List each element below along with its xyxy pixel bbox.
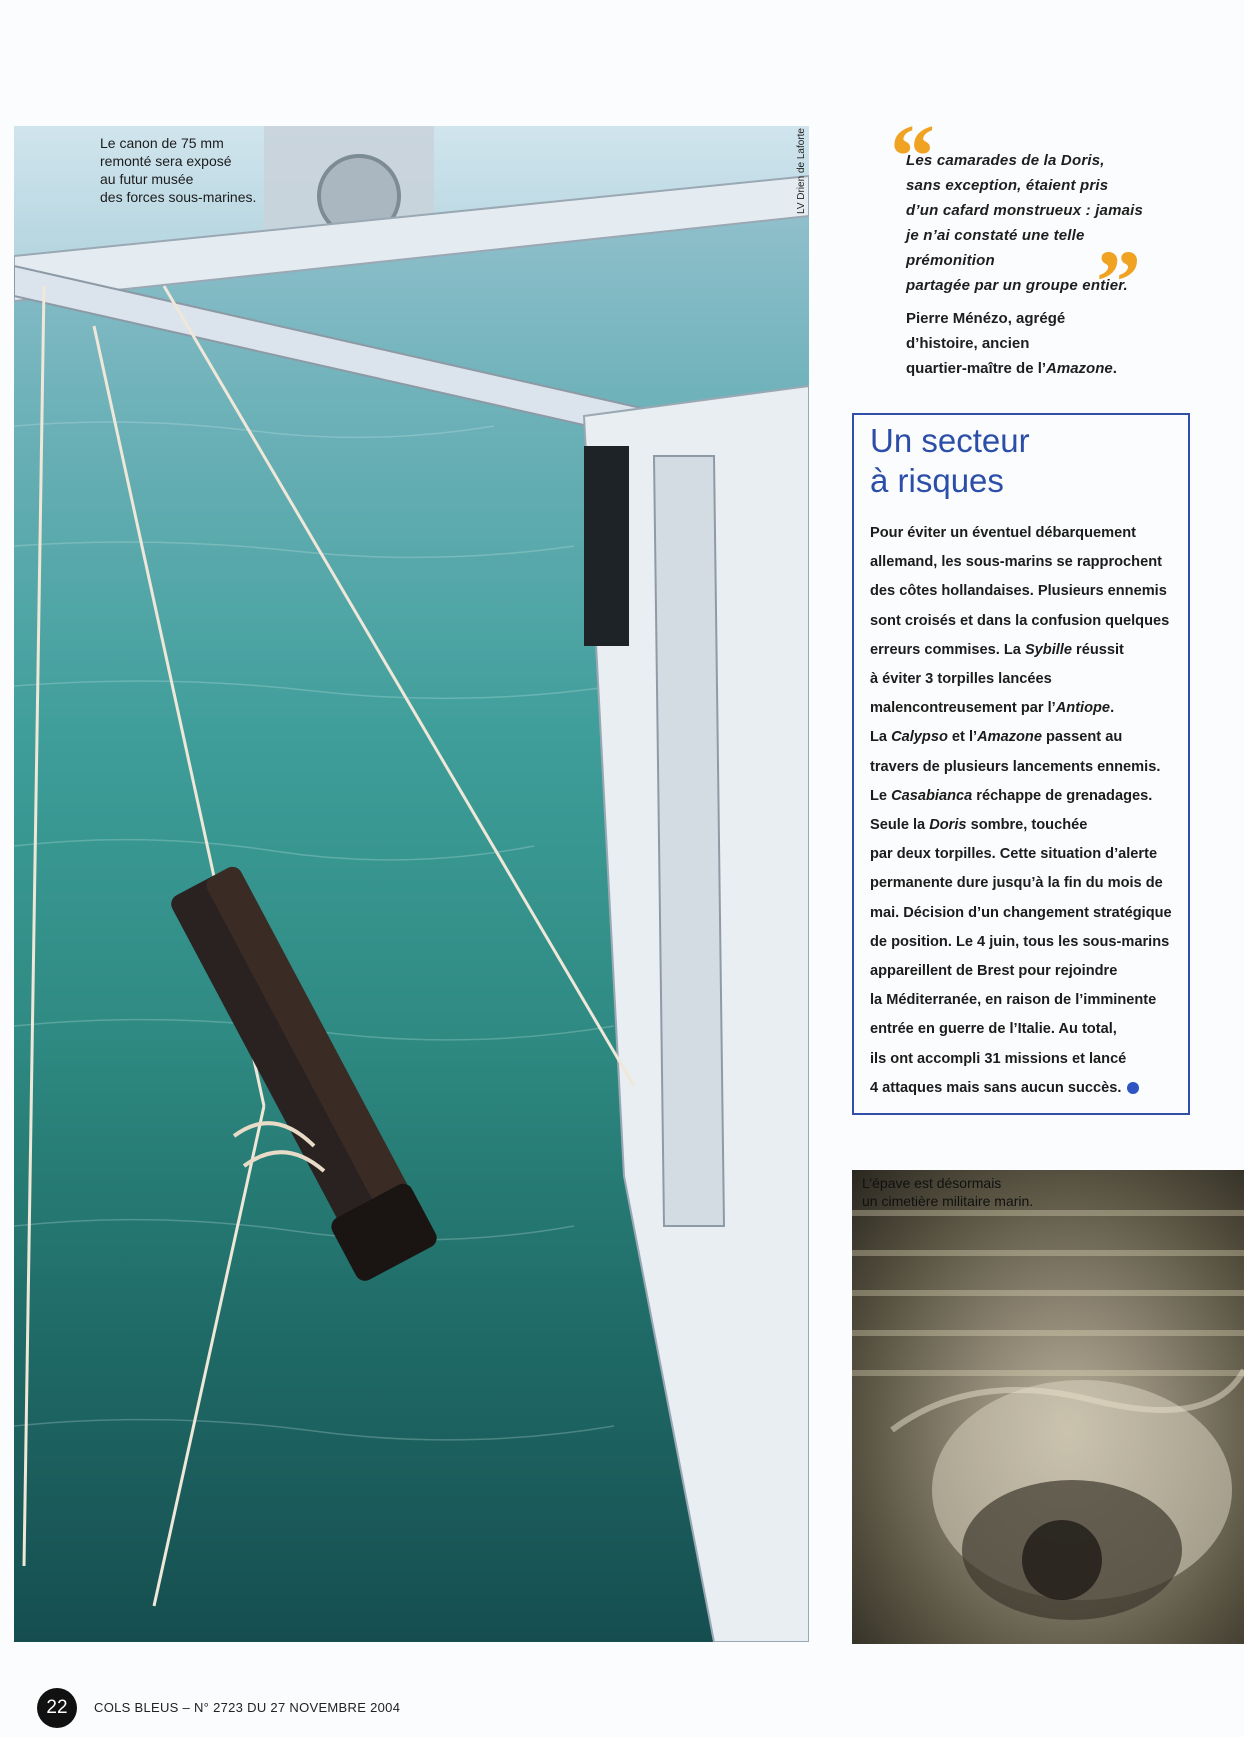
- page-number: 22: [37, 1688, 77, 1728]
- main-photo-ship-crane-cannon: [14, 126, 809, 1642]
- sidebar-box: [852, 413, 1190, 1115]
- sidebar-title: Un secteur à risques: [870, 422, 1030, 499]
- sidebar-body: Pour éviter un éventuel débarquement allemand, les sous-marins se rapprochent des côtes hollandaises. Plusieurs ennemis sont croisés et dans la confusion quelques erreurs commises. La Sybille réussit à éviter 3 torpilles lancées malencontreusement par l’Antiope. La Calypso et l’Amazone passent au travers de plusieurs lancements ennemis. Le Casabianca réchappe de grenadages. Seule la Doris sombre, touchée par deux torpilles. Cette situation d’alerte permanente dure jusqu’à la fin du mois de mai. Décision d’un changement stratégique de position. Le 4 juin, tous les sous-marins appareillent de Brest pour rejoindre la Méditerranée, en raison de l’imminente entrée en guerre de l’Italie. Au total, ils ont accompli 31 missions et lancé 4 attaques mais sans aucun succès.: [870, 525, 1172, 1096]
- wreck-illustration: [852, 1170, 1244, 1644]
- publication-footer: COLS BLEUS – N° 2723 DU 27 NOVEMBRE 2004: [94, 1700, 401, 1715]
- photo-credit: LV Drien de Laforte: [796, 128, 807, 214]
- photo-illustration: [14, 126, 809, 1642]
- end-bullet-icon: [1127, 1082, 1139, 1094]
- pull-quote: Les camarades de la Doris, sans exception, étaient pris d’un cafard monstrueux : jamais je n’ai constaté une telle prémonition partagée par un groupe entier.: [906, 152, 1144, 294]
- main-photo-caption: Le canon de 75 mm remonté sera exposé au futur musée des forces sous-marines.: [100, 135, 257, 205]
- wreck-photo: [852, 1170, 1244, 1644]
- wreck-photo-caption: L’épave est désormais un cimetière militaire marin.: [862, 1175, 1034, 1209]
- open-quote-icon: “: [890, 107, 935, 206]
- close-quote-icon: ”: [1096, 233, 1141, 332]
- quote-author: Pierre Ménézo, agrégé d’histoire, ancien quartier-maître de l’Amazone.: [906, 310, 1117, 377]
